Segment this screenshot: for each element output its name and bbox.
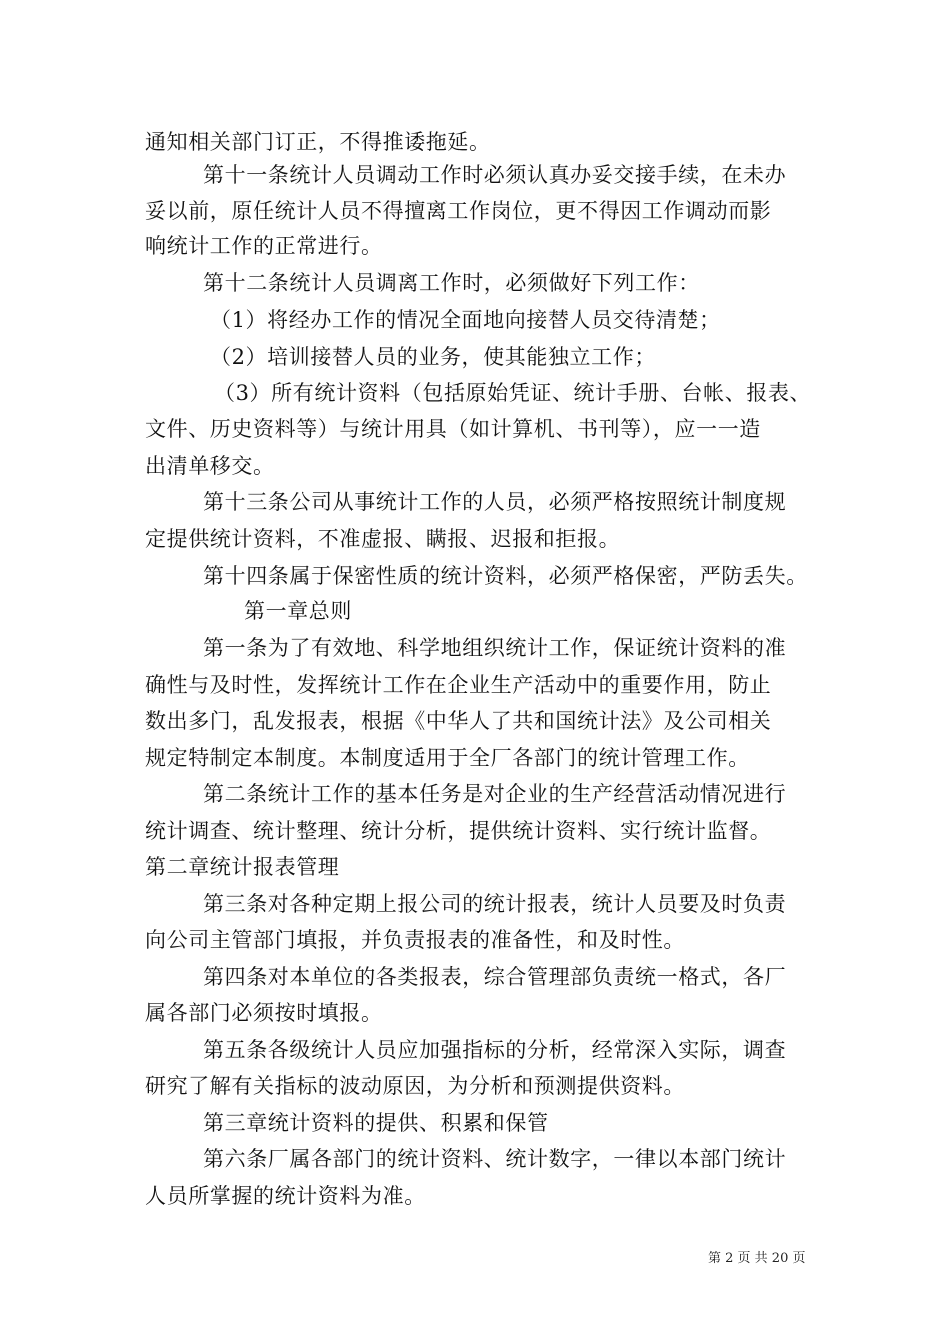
article-1: 第一条为了有效地、科学地组织统计工作，保证统计资料的准 (203, 636, 787, 660)
text-line: 规定特制定本制度。本制度适用于全厂各部门的统计管理工作。 (145, 746, 750, 770)
chapter-heading: 第二章统计报表管理 (145, 855, 340, 879)
text-line: 属各部门必须按时填报。 (145, 1001, 383, 1025)
text-line: 数出多门，乱发报表，根据《中华人了共和国统计法》及公司相关 (145, 709, 772, 733)
text-line: 统计调查、统计整理、统计分析，提供统计资料、实行统计监督。 (145, 819, 772, 843)
text-line: 响统计工作的正常进行。 (145, 234, 383, 258)
article-4: 第四条对本单位的各类报表，综合管理部负责统一格式，各厂 (203, 965, 787, 989)
text-line: 定提供统计资料，不准虚报、瞒报、迟报和拒报。 (145, 527, 621, 551)
text-line: 研究了解有关指标的波动原因，为分析和预测提供资料。 (145, 1074, 685, 1098)
page-number-footer: 第 2 页 共 20 页 (708, 1251, 806, 1266)
list-item: （2）培训接替人员的业务，使其能独立工作； (210, 345, 656, 369)
article-2: 第二条统计工作的基本任务是对企业的生产经营活动情况进行 (203, 782, 787, 806)
article-6: 第六条厂属各部门的统计资料、统计数字，一律以本部门统计 (203, 1147, 787, 1171)
article-14: 第十四条属于保密性质的统计资料，必须严格保密，严防丢失。 (203, 564, 808, 588)
article-13: 第十三条公司从事统计工作的人员，必须严格按照统计制度规 (203, 490, 787, 514)
chapter-heading: 第一章总则 (244, 599, 352, 623)
list-item: （1）将经办工作的情况全面地向接替人员交待清楚； (210, 308, 721, 332)
article-12: 第十二条统计人员调离工作时，必须做好下列工作： (203, 271, 700, 295)
text-line: 向公司主管部门填报，并负责报表的准备性，和及时性。 (145, 928, 685, 952)
article-3: 第三条对各种定期上报公司的统计报表，统计人员要及时负责 (203, 892, 787, 916)
text-line: 确性与及时性，发挥统计工作在企业生产活动中的重要作用，防止 (145, 673, 772, 697)
article-5: 第五条各级统计人员应加强指标的分析，经常深入实际，调查 (203, 1038, 787, 1062)
list-item: （3）所有统计资料（包括原始凭证、统计手册、台帐、报表、 (214, 381, 812, 405)
text-line: 文件、历史资料等）与统计用具（如计算机、书刊等），应一一造 (145, 417, 761, 441)
chapter-heading: 第三章统计资料的提供、积累和保管 (203, 1111, 549, 1135)
text-line: 出清单移交。 (145, 454, 275, 478)
text-line: 妥以前，原任统计人员不得擅离工作岗位，更不得因工作调动而影 (145, 199, 772, 223)
article-11: 第十一条统计人员调动工作时必须认真办妥交接手续，在未办 (203, 163, 787, 187)
text-line: 通知相关部门订正，不得推诿拖延。 (145, 130, 491, 154)
text-line: 人员所掌握的统计资料为准。 (145, 1184, 426, 1208)
